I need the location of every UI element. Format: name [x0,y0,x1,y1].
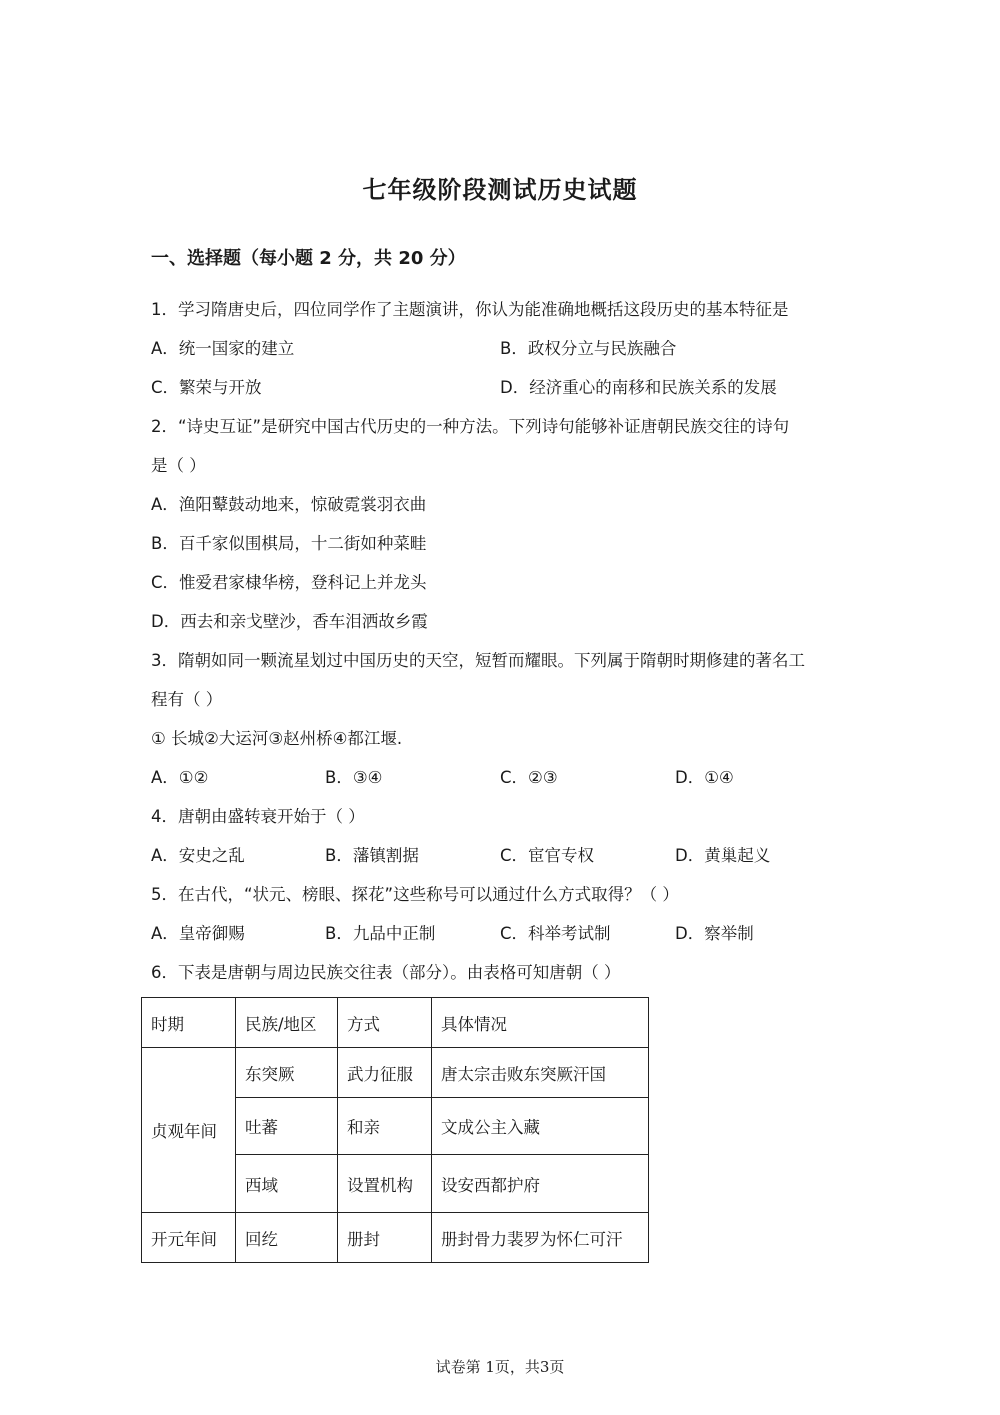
question-5-option-b: B．九品中正制 [325,924,436,943]
question-4-option-a: A．安史之乱 [151,846,245,865]
table-cell: 吐蕃 [236,1098,338,1155]
table-cell: 武力征服 [338,1048,432,1098]
question-3-stem-line-1: 3．隋朝如同一颗流星划过中国历史的天空，短暂而耀眼。下列属于隋朝时期修建的著名工 [151,651,805,670]
question-4-option-d: D．黄巢起义 [675,846,771,865]
question-1-option-c: C．繁荣与开放 [151,378,262,397]
question-5-option-d: D．察举制 [675,924,754,943]
table-header-cell: 方式 [338,998,432,1048]
question-3-option-c: C．②③ [500,768,558,787]
question-2-option-b: B．百千家似围棋局，十二街如种菜畦 [151,534,427,553]
question-2-option-d: D．西去和亲戈壁沙，香车泪洒故乡霞 [151,612,428,631]
table-cell: 文成公主入藏 [432,1098,649,1155]
question-4-stem: 4．唐朝由盛转衰开始于（ ） [151,807,365,826]
question-3-option-b: B．③④ [325,768,383,787]
question-1-option-a: A．统一国家的建立 [151,339,295,358]
table-cell: 设安西都护府 [432,1155,649,1213]
table-row [142,1213,649,1263]
question-1-stem: 1．学习隋唐史后，四位同学作了主题演讲，你认为能准确地概括这段历史的基本特征是 [151,300,789,319]
question-1-option-b: B．政权分立与民族融合 [500,339,677,358]
page-footer: 试卷第 1页，共3页 [435,1358,565,1376]
table-cell: 册封骨力裴罗为怀仁可汗 [432,1213,649,1263]
question-3-stem-line-2: 程有（ ） [151,690,223,709]
question-2-stem-line-1: 2．“诗史互证”是研究中国古代历史的一种方法。下列诗句能够补证唐朝民族交往的诗句 [151,417,790,436]
table-cell: 册封 [338,1213,432,1263]
question-4-option-b: B．藩镇割据 [325,846,419,865]
question-6-stem: 6．下表是唐朝与周边民族交往表（部分）。由表格可知唐朝（ ） [151,963,621,982]
question-5-stem: 5．在古代，“状元、榜眼、探花”这些称号可以通过什么方式取得？（ ） [151,885,679,904]
exam-title: 七年级阶段测试历史试题 [362,176,638,204]
table-header-cell: 具体情况 [432,998,649,1048]
table-cell-period: 贞观年间 [142,1048,236,1213]
table-cell: 和亲 [338,1098,432,1155]
question-2-option-c: C．惟爱君家棣华榜，登科记上并龙头 [151,573,427,592]
relations-table [141,997,649,1263]
question-4-option-c: C．宦官专权 [500,846,595,865]
table-header-cell: 民族/地区 [236,998,338,1048]
question-3-stem-line-3: ① 长城②大运河③赵州桥④都江堰. [151,729,403,748]
table-cell: 唐太宗击败东突厥汗国 [432,1048,649,1098]
question-1-option-d: D．经济重心的南移和民族关系的发展 [500,378,777,397]
question-5-option-c: C．科举考试制 [500,924,611,943]
table-header-row [142,998,649,1048]
table-row [142,1048,649,1098]
question-2-stem-line-2: 是（ ） [151,456,206,475]
table-cell: 西域 [236,1155,338,1213]
question-2-option-a: A．渔阳鼙鼓动地来，惊破霓裳羽衣曲 [151,495,427,514]
table-cell-period: 开元年间 [142,1213,236,1263]
section-heading: 一、选择题（每小题 2 分，共 20 分） [151,248,466,269]
table-header-cell: 时期 [142,998,236,1048]
table-cell: 回纥 [236,1213,338,1263]
question-5-option-a: A．皇帝御赐 [151,924,245,943]
question-3-option-a: A．①② [151,768,209,787]
table-cell: 东突厥 [236,1048,338,1098]
question-3-option-d: D．①④ [675,768,734,787]
table-cell: 设置机构 [338,1155,432,1213]
